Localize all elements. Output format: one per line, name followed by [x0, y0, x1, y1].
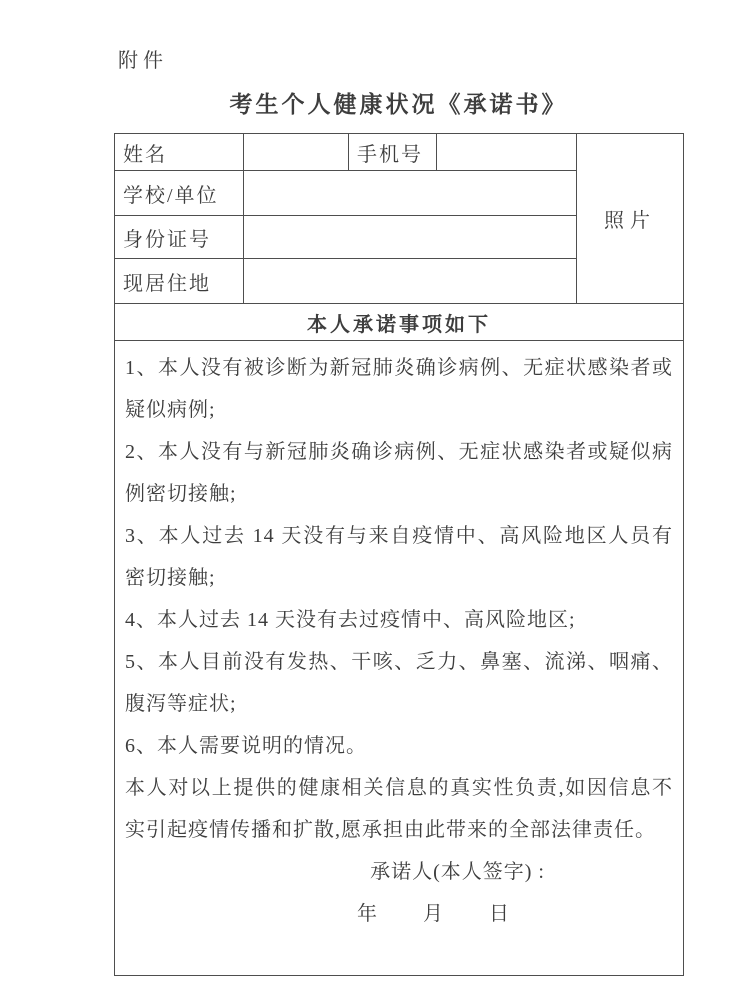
signature-label: 承诺人(本人签字) : — [370, 861, 545, 883]
id-number-label: 身份证号 — [115, 216, 244, 259]
name-label: 姓名 — [115, 134, 244, 171]
phone-value-cell — [437, 134, 577, 171]
attachment-label: 附件 — [118, 50, 168, 72]
school-value-cell — [244, 171, 577, 216]
commitment-item-5: 5、本人目前没有发热、干咳、乏力、鼻塞、流涕、咽痛、腹泻等症状; — [125, 651, 673, 715]
table-row — [115, 304, 684, 341]
declaration-text: 本人对以上提供的健康相关信息的真实性负责,如因信息不实引起疫情传播和扩散,愿承担由此带来的全部法律责任。 — [125, 777, 673, 841]
photo-cell: 照片 — [577, 134, 684, 304]
date-line: 年 月 日 — [357, 903, 511, 925]
residence-label: 现居住地 — [115, 259, 244, 304]
table-row — [115, 134, 684, 171]
commitment-item-6: 6、本人需要说明的情况。 — [125, 735, 367, 757]
commitment-item-4: 4、本人过去 14 天没有去过疫情中、高风险地区; — [125, 609, 576, 631]
commitment-item-3: 3、本人过去 14 天没有与来自疫情中、高风险地区人员有密切接触; — [125, 525, 673, 589]
id-number-value-cell — [244, 216, 577, 259]
commitment-body-cell — [115, 341, 684, 976]
page-title: 考生个人健康状况《承诺书》 — [229, 92, 568, 117]
school-label: 学校/单位 — [115, 171, 244, 216]
commitment-item-1: 1、本人没有被诊断为新冠肺炎确诊病例、无症状感染者或疑似病例; — [125, 357, 673, 421]
commitment-section-header: 本人承诺事项如下 — [115, 304, 684, 341]
name-value-cell — [244, 134, 349, 171]
phone-label: 手机号 — [349, 134, 437, 171]
table-row — [115, 341, 684, 976]
residence-value-cell — [244, 259, 577, 304]
commitment-form-table — [114, 133, 684, 976]
commitment-item-2: 2、本人没有与新冠肺炎确诊病例、无症状感染者或疑似病例密切接触; — [125, 441, 673, 505]
